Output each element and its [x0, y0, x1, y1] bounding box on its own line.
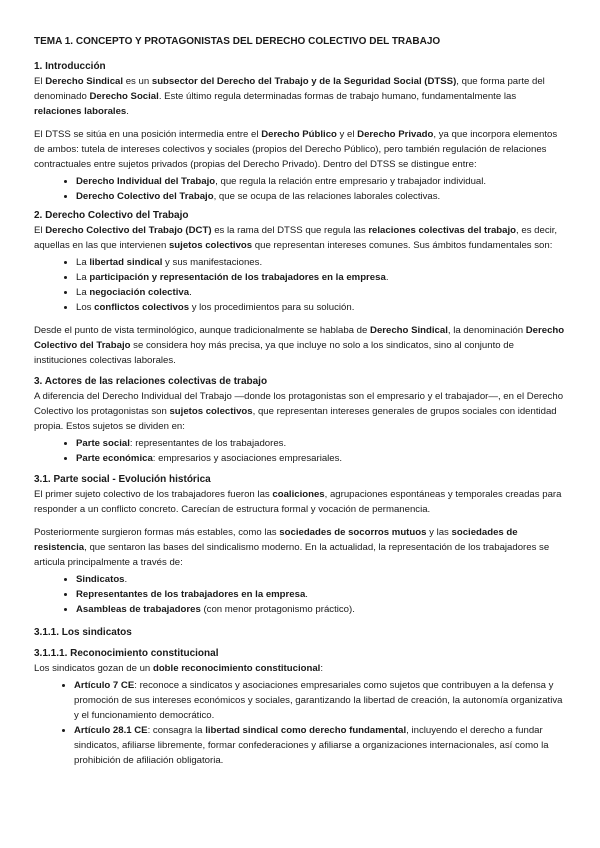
paragraph-coaliciones: El primer sujeto colectivo de los trabajadores fueron las coaliciones, agrupaciones espontáneas y temporales creadas para responder a un conflicto concreto. Carecían de estructura formal y vocación de permanencia. [34, 489, 562, 515]
bold-term: Artículo 28.1 CE [74, 725, 148, 736]
bold-term: Artículo 7 CE [74, 680, 135, 691]
heading-reconocimiento: 3.1.1.1. Reconocimiento constitucional [34, 648, 219, 659]
list-item: • Representantes de los trabajadores en la empresa. [76, 587, 566, 602]
bold-term: sociedades de socorros mutuos [279, 527, 427, 538]
bold-term: Derecho Privado [357, 129, 434, 140]
list-item: • La participación y representación de los trabajadores en la empresa. [76, 270, 566, 285]
paragraph-actores: A diferencia del Derecho Individual del Trabajo —donde los protagonistas son el empresario y el trabajador—, en el Derecho Colectivo los protagonistas son sujetos colectivos, que representan intereses generales de grupos sociales con identidad propia. Estos sujetos se dividen en: [34, 391, 564, 432]
bold-term: Derecho Sindical [370, 325, 448, 336]
paragraph-intro-2: El DTSS se sitúa en una posición intermedia entre el Derecho Público y el Derecho Privado, ya que incorpora elementos de ambos: tutela de intereses colectivos y sociales (propios del Derecho Público), pero también regulación de relaciones contractuales entre sujetos privados (propias del Derecho Privado). Dentro del DTSS se distingue entre: [34, 129, 558, 170]
list-item: • Sindicatos. [76, 572, 566, 587]
list-articulos [34, 678, 566, 768]
list-item: • Artículo 28.1 CE: consagra la libertad sindical como derecho fundamental, incluyendo el derecho a fundar sindicatos, afiliarse libremente, formar confederaciones y afiliarse a organizaciones internacionales, así como la prohibición de afiliación obligatoria. [74, 723, 566, 768]
list-item: • Los conflictos colectivos y los procedimientos para su solución. [76, 300, 566, 315]
bold-term: conflictos colectivos [94, 302, 190, 313]
heading-derecho-colectivo: 2. Derecho Colectivo del Trabajo [34, 210, 189, 221]
bold-term: Parte social [76, 438, 130, 449]
list-item: • La negociación colectiva. [76, 285, 566, 300]
list-item: • Parte social: representantes de los trabajadores. [76, 436, 566, 451]
list-item: • Asambleas de trabajadores (con menor protagonismo práctico). [76, 602, 566, 617]
bold-term: Derecho Sindical [45, 76, 124, 87]
list-dtss-ramas [34, 174, 566, 204]
bold-term: doble reconocimiento constitucional [152, 663, 321, 674]
paragraph-dct-1: El Derecho Colectivo del Trabajo (DCT) es la rama del DTSS que regula las relaciones colectivas del trabajo, es decir, aquellas en las que intervienen sujetos colectivos que representan intereses comunes. Sus ámbitos fundamentales son: [34, 225, 558, 251]
list-item: • Derecho Individual del Trabajo, que regula la relación entre empresario y trabajador individual. [76, 174, 566, 189]
list-item: • La libertad sindical y sus manifestaciones. [76, 255, 566, 270]
list-ambitos [34, 255, 566, 315]
bold-term: sujetos colectivos [169, 406, 253, 417]
bold-term: Derecho Individual del Trabajo [76, 176, 216, 187]
list-item: • Derecho Colectivo del Trabajo, que se ocupa de las relaciones laborales colectivas. [76, 189, 566, 204]
bold-term: coaliciones [272, 489, 325, 500]
bold-term: sociedades de resistencia [34, 527, 518, 553]
paragraph-intro-1: El Derecho Sindical es un subsector del Derecho del Trabajo y de la Seguridad Social (DTSS), que forma parte del denominado Derecho Social. Este último regula determinadas formas de trabajo humano, fundamentalmente las relaciones laborales. [34, 76, 545, 117]
bold-term: subsector del Derecho del Trabajo y de la Seguridad Social (DTSS) [151, 76, 457, 87]
bold-term: Derecho Colectivo del Trabajo [34, 325, 565, 351]
bold-term: Parte económica [76, 453, 153, 464]
bold-term: sujetos colectivos [168, 240, 253, 251]
heading-introduccion: 1. Introducción [34, 61, 106, 72]
bold-term: relaciones laborales [34, 106, 127, 117]
heading-sindicatos: 3.1.1. Los sindicatos [34, 627, 132, 638]
document-title: TEMA 1. CONCEPTO Y PROTAGONISTAS DEL DERECHO COLECTIVO DEL TRABAJO [34, 36, 441, 47]
bold-term: Representantes de los trabajadores en la empresa [76, 589, 306, 600]
bold-term: Asambleas de trabajadores [76, 604, 201, 615]
bold-term: participación y representación de los trabajadores en la empresa [89, 272, 386, 283]
bold-term: Derecho Colectivo del Trabajo [76, 191, 214, 202]
bold-term: Derecho Colectivo del Trabajo (DCT) [45, 225, 212, 236]
paragraph-dct-2: Desde el punto de vista terminológico, aunque tradicionalmente se hablaba de Derecho Sindical, la denominación Derecho Colectivo del Trabajo se considera hoy más precisa, ya que incluye no solo a los sindicatos, sino al conjunto de instituciones colectivas laborales. [34, 325, 565, 366]
bold-term: Sindicatos [76, 574, 125, 585]
bold-term: libertad sindical [89, 257, 163, 268]
list-item: • Artículo 7 CE: reconoce a sindicatos y asociaciones empresariales como sujetos que contribuyen a la defensa y promoción de sus intereses económicos y sociales, garantizando la libertad de creación, la autonomía organizativa y el funcionamiento democrático. [74, 678, 566, 723]
heading-parte-social: 3.1. Parte social - Evolución histórica [34, 474, 211, 485]
paragraph-reconocimiento: Los sindicatos gozan de un doble reconocimiento constitucional: [34, 663, 324, 674]
bold-term: libertad sindical como derecho fundamental [205, 725, 407, 736]
list-partes [34, 436, 566, 466]
list-representacion [34, 572, 566, 617]
bold-term: negociación colectiva [89, 287, 190, 298]
bold-term: Derecho Público [261, 129, 337, 140]
bold-term: relaciones colectivas del trabajo [368, 225, 517, 236]
paragraph-sociedades: Posteriormente surgieron formas más estables, como las sociedades de socorros mutuos y las sociedades de resistencia, que sentaron las bases del sindicalismo moderno. En la actualidad, la representación de los trabajadores se articula principalmente a través de: [34, 527, 550, 568]
list-item: • Parte económica: empresarios y asociaciones empresariales. [76, 451, 566, 466]
heading-actores: 3. Actores de las relaciones colectivas de trabajo [34, 376, 268, 387]
bold-term: Derecho Social [89, 91, 159, 102]
